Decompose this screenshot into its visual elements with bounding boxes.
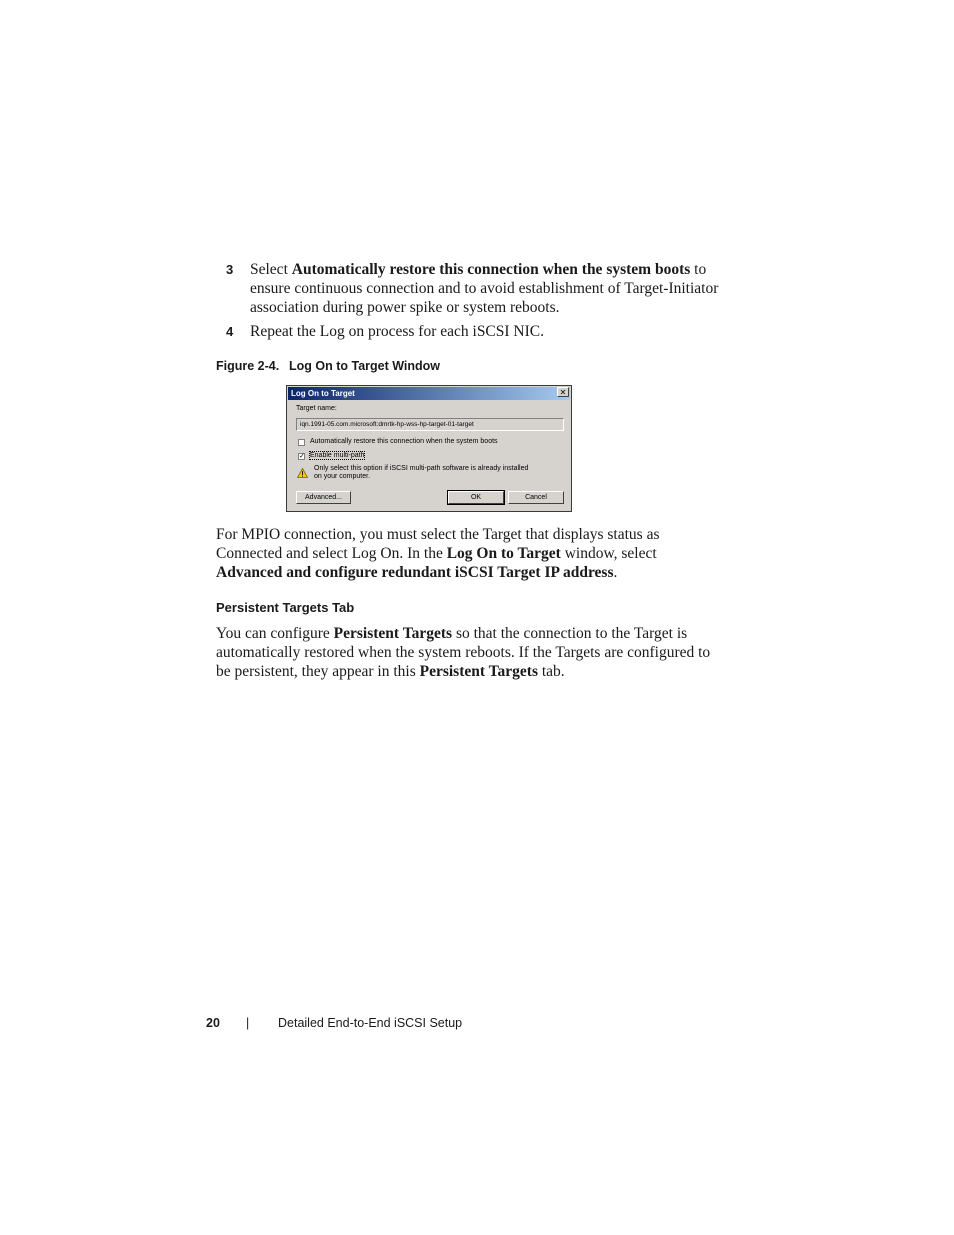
cancel-button[interactable]: Cancel <box>508 491 564 504</box>
step-number: 3 <box>226 262 234 277</box>
mpio-paragraph: For MPIO connection, you must select the Target that displays status as Connected and select Log On. In the Log On to Target window, select Advanced and configure redundant iSCSI Target IP address. <box>216 526 660 581</box>
figure-caption <box>216 359 440 373</box>
target-name-label: Target name: <box>296 405 337 412</box>
step-4 <box>226 322 726 341</box>
log-on-to-target-dialog <box>286 385 572 512</box>
figure-title: Log On to Target Window <box>289 359 441 373</box>
persistent-targets-term: Persistent Targets <box>419 663 538 680</box>
auto-restore-label: Automatically restore this connection when the system boots <box>310 438 498 445</box>
warning-icon <box>297 468 308 478</box>
warning-text-line2: on your computer. <box>314 473 371 480</box>
auto-restore-checkbox[interactable] <box>298 439 305 446</box>
option-name: Automatically restore this connection when the system boots <box>291 261 691 278</box>
dialog-name: Log On to Target <box>446 545 561 562</box>
footer-separator: | <box>246 1016 250 1030</box>
figure-label: Figure 2-4. <box>216 359 280 373</box>
persistent-targets-term: Persistent Targets <box>333 625 453 642</box>
step-text: Repeat the Log on process for each iSCSI NIC. <box>250 323 545 340</box>
multipath-checkbox[interactable]: ✓ <box>299 453 305 460</box>
ok-button[interactable]: OK <box>448 491 504 504</box>
close-icon[interactable]: ✕ <box>557 387 569 397</box>
dialog-titlebar <box>288 387 570 400</box>
advanced-instruction: Advanced and configure redundant iSCSI Target IP address <box>216 564 614 581</box>
step-number: 4 <box>226 324 234 339</box>
multipath-label: Enable multi-path <box>310 452 365 459</box>
target-name-field[interactable]: iqn.1991-05.com.microsoft:dmrtk-hp-wss-hp-target-01-target <box>296 418 564 431</box>
step-3 <box>226 260 726 317</box>
advanced-button[interactable]: Advanced... <box>296 491 351 504</box>
dialog-title: Log On to Target <box>291 389 355 398</box>
step-text: Select Automatically restore this connection when the system boots to ensure continuous connection and to avoid establishment of Target-Initiator association during power spike or system reboots. <box>250 261 719 316</box>
footer-chapter-title: Detailed End-to-End iSCSI Setup <box>278 1016 463 1030</box>
warning-text-line1: Only select this option if iSCSI multi-path software is already installed <box>314 465 529 472</box>
page-number: 20 <box>206 1016 220 1030</box>
section-heading: Persistent Targets Tab <box>216 600 355 615</box>
persistent-paragraph: You can configure Persistent Targets so that the connection to the Target is automatically restored when the system reboots. If the Targets are configured to be persistent, they appear in this Persistent Targets tab. <box>216 625 711 680</box>
